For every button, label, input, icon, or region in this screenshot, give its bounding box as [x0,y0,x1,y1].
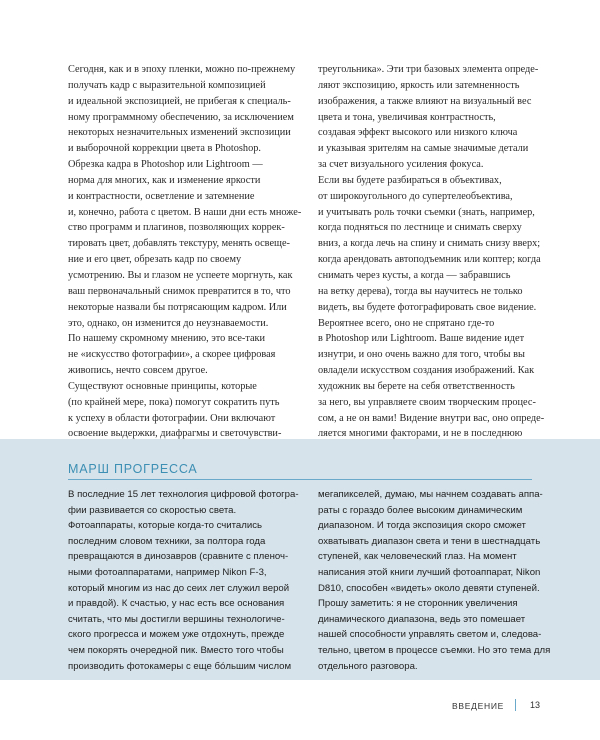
body-line: ному программному обеспечению, за исключением [68,111,294,123]
sidebar-line: ными фотоаппаратами, например Nikon F-3, [68,566,267,578]
body-line: освоение выдержки, диафрагмы и светочувстви- [68,428,282,440]
sidebar-line: превращаются в динозавров (сравните с пленоч- [68,551,289,563]
sidebar-line: динамического диапазона, ведь это помешает [318,613,526,625]
sidebar-line: написания этой книги лучший фотоаппарат, Nikon [318,566,541,578]
body-line: и идеальной экспозицией, не прибегая к специаль- [68,95,291,107]
sidebar-line: В последние 15 лет технология цифровой фотогра- [68,489,299,500]
sidebar-line: отдельного разговора. [318,660,418,672]
sidebar-line: производить фотокамеры с еще бо́льшим числом [68,660,292,672]
sidebar-column-left [68,487,299,674]
body-line: изнутри, и оно очень важно для того, чтобы вы [318,349,525,361]
sidebar-line: охватывать диапазон света и тени в шестнадцать [318,535,541,547]
sidebar-line: который многим из нас до сеих лет служил верой [68,582,290,594]
sidebar-line: фии развивается со скоростью света. [68,504,237,516]
body-line: некоторых незначительных изменений экспозиции [68,127,291,139]
body-line: ляется многими факторами, и не в последнюю [318,428,523,440]
body-line: и, конечно, работа с цветом. В наши дни есть множе- [68,206,302,218]
body-line: в Photoshop или Lightroom. Ваше видение идет [318,333,525,345]
body-column-right [318,62,545,458]
body-line: Существуют основные принципы, которые [68,380,257,392]
body-line: усмотрению. Вы и глазом не успеете моргнуть, как [68,269,293,281]
body-line: и указывая зрителям на самые значимые детали [318,143,529,155]
sidebar-divider [68,479,532,480]
body-line: когда подняться по лестнице и снимать сверху [318,222,522,234]
body-line: не «искусство фотографии», а скорее цифровая [68,349,276,361]
body-line: По нашему скромному мнению, это все-таки [68,333,266,345]
body-line: цвета и тона, увеличивая контрастность, [318,111,496,123]
body-line: снимать через кусты, а когда — забравшись [318,269,511,281]
sidebar-line: ского прогресса и можем уже отдохнуть, прежде [68,629,285,641]
sidebar-line: считать, что мы достигли вершины технологиче- [68,613,285,625]
sidebar-line: D810, способен «видеть» около девяти ступеней. [318,582,540,594]
body-line: и выборочной коррекции цвета в Photoshop. [68,143,261,155]
body-line: Если вы будете разбираться в объективах, [318,174,502,186]
sidebar-line: нашей способности управлять светом и, следова- [318,629,542,641]
body-line: изображения, а также влияют на визуальный вес [318,95,532,107]
body-line: за счет визуального усиления фокуса. [318,159,484,171]
body-line: некоторые назвали бы потрясающим кадром. Или [68,301,287,313]
sidebar-line: последним словом техники, за полтора года [68,535,266,547]
page-number: 13 [530,700,541,710]
body-line: ляют экспозицию, яркость или затемненность [318,79,520,91]
sidebar-line: диапазоном. И тогда экспозиция скоро сможет [318,520,526,532]
body-line: ство программ и плагинов, позволяющих коррек- [68,222,285,234]
sidebar-line: чем покорять очередной пик. Вместо того чтобы [68,644,284,656]
body-line: когда арендовать автоподъемник или коптер; когда [318,254,541,266]
footer-divider [515,699,516,711]
body-line: ваш первоначальный снимок превратится в то, что [68,285,291,297]
body-line: тировать цвет, добавлять текстуру, менять освеще- [68,238,290,250]
body-line: создавая эффект высокого или низкого ключа [318,127,518,139]
sidebar-line: и правдой). К счастью, у нас есть все основания [68,598,285,610]
body-line: ние и его цвет, обрезать кадр по своему [68,254,242,266]
body-line: (по крайней мере, пока) помогут сократить путь [68,396,280,408]
body-line: норма для многих, как и изменение яркости [68,174,261,186]
sidebar-line: ступеней, как человеческий глаз. На момент [318,551,517,563]
body-line: и учитывать роль точки съемки (знать, например, [318,206,535,218]
body-line: треугольника». Эти три базовых элемента опреде- [318,64,539,75]
running-footer-section: ВВЕДЕНИЕ [452,701,504,711]
sidebar-line: Прошу заметить: я не сторонник увеличения [318,598,518,610]
body-line: вниз, а когда лечь на спину и снимать снизу вверх; [318,238,541,250]
body-column-left [68,62,302,458]
body-line: от широкоугольного до супертелеобъектива, [318,190,513,202]
sidebar-line: Фотоаппараты, которые когда-то считались [68,520,263,532]
body-line: к успеху в области фотографии. Они включают [68,412,276,424]
body-line: Обрезка кадра в Photoshop или Lightroom — [68,159,263,171]
body-line: это, однако, он изменится до неузнаваемости. [68,317,269,329]
body-line: художник вы берете на себя ответственность [318,380,515,392]
body-line: получать кадр с выразительной композицией [68,79,266,91]
body-line: на ветку дерева), тогда вы научитесь не только [318,285,523,297]
body-line: Сегодня, как и в эпоху пленки, можно по-прежнему [68,64,296,75]
body-line: за него, вы управляете своим творческим процес- [318,396,536,408]
body-line: и контрастности, осветление и затемнение [68,190,255,202]
sidebar-line: раты с гораздо более высоким динамическим [318,504,523,516]
body-line: видеть, вы будете фотографировать свое видение. [318,301,537,313]
sidebar-line: мегапикселей, думаю, мы начнем создавать аппа- [318,489,543,500]
sidebar-title: МАРШ ПРОГРЕССА [68,462,198,476]
body-line: овладели искусством создания изображений. Как [318,365,535,377]
body-line: Вероятнее всего, оно не спрятано где-то [318,317,495,329]
body-line: живопись, нечто совсем другое. [68,365,208,377]
sidebar-line: тельно, цветом в процессе съемки. Но это тема для [318,644,551,656]
sidebar-column-right [318,487,551,674]
sidebar-box [0,439,600,680]
body-line: сом, а не он вами! Видение внутри вас, оно опреде- [318,412,545,424]
